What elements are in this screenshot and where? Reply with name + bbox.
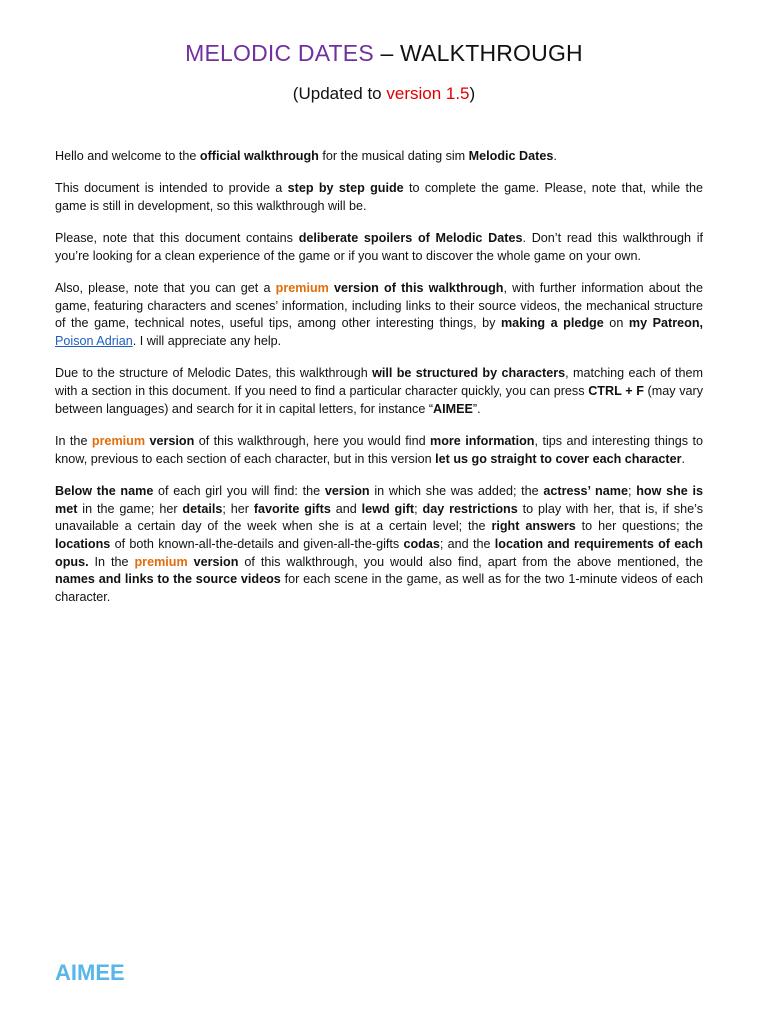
- bold-text: more information: [430, 433, 535, 448]
- section-heading-aimee: AIMEE: [55, 960, 125, 985]
- bold-text: version of this walkthrough: [328, 281, 504, 296]
- bold-text: deliberate spoilers of Melodic Dates: [298, 231, 523, 246]
- title-game-name: MELODIC DATES: [185, 40, 374, 66]
- bold-text: let us go straight to cover each character: [435, 451, 682, 466]
- premium-highlight: premium: [134, 554, 188, 569]
- bold-text: version: [324, 483, 370, 498]
- bold-text: official walkthrough: [199, 149, 319, 163]
- text: ;: [627, 483, 637, 498]
- text: of each girl you will find: the: [153, 483, 325, 498]
- text: .: [553, 149, 557, 163]
- bold-text: how she is met: [55, 483, 704, 516]
- bold-text: right answers: [491, 519, 576, 534]
- bold-text: making a pledge: [500, 316, 604, 331]
- text: in which she was added; the: [369, 483, 544, 498]
- text: for each scene in the game, as well as for the two 1-minute videos of each character.: [55, 572, 703, 605]
- bold-text: lewd gift: [361, 501, 415, 516]
- paragraph-premium: [55, 280, 703, 351]
- text: , matching each of them with a section in this document. If you need to find a particular character quickly, you can press: [55, 366, 703, 399]
- bold-text: my Patreon,: [628, 316, 704, 331]
- patreon-link[interactable]: Poison Adrian: [55, 334, 133, 349]
- bold-text: version: [187, 554, 239, 569]
- text: ; and the: [439, 536, 495, 551]
- text: ; her: [222, 501, 254, 516]
- paragraph-premium-info: [55, 433, 703, 468]
- bold-text: step by step guide: [287, 181, 404, 196]
- text: ”.: [472, 401, 481, 416]
- version-subtitle: [0, 84, 768, 104]
- bold-text: favorite gifts: [253, 501, 331, 516]
- paragraph-welcome: [55, 148, 703, 166]
- document-title: [0, 40, 768, 67]
- paragraph-purpose: [55, 180, 703, 215]
- bold-text: location and requirements of each opus.: [55, 536, 703, 569]
- text: on: [603, 316, 629, 331]
- paragraph-structure: [55, 365, 703, 418]
- text: to complete the game. Please, note that, while the game is still in development, so this walkthrough will be.: [55, 181, 703, 213]
- bold-text: details: [182, 501, 223, 516]
- bold-text: Below the name: [55, 483, 154, 498]
- bold-text: will be structured by characters: [372, 366, 566, 381]
- version-number: version 1.5: [386, 84, 470, 103]
- document-body: [55, 148, 703, 621]
- text: This document is intended to provide a: [55, 181, 288, 196]
- bold-text: version: [145, 433, 195, 448]
- subtitle-open: (Updated to: [292, 84, 387, 103]
- text: of this walkthrough, you would also find, apart from the above mentioned, the: [238, 554, 704, 569]
- subtitle-close: ): [469, 84, 476, 103]
- text: In the: [55, 433, 92, 448]
- text: to her questions; the: [575, 519, 703, 534]
- bold-text: codas: [403, 536, 440, 551]
- text: , with further information about the game, featuring characters and scenes’ information, including links to their source videos, the mechanical structure of the game, technical notes, useful tips, among other interesting things, by: [55, 281, 703, 331]
- bold-text: day restrictions: [422, 501, 518, 516]
- premium-highlight: premium: [91, 433, 146, 448]
- text: (may vary between languages) and search for it in capital letters, for instance “: [55, 384, 703, 416]
- text: . Don’t read this walkthrough if you’re looking for a clean experience of the game or if you want to discover the whole game on your own.: [55, 231, 704, 263]
- bold-text: names and links to the source videos: [55, 572, 281, 587]
- text: Due to the structure of Melodic Dates, this walkthrough: [55, 366, 373, 381]
- text: to play with her, that is, if she’s unavailable a certain day of the week when she is at a certain level; the: [55, 501, 704, 534]
- text: Also, please, note that you can get a: [55, 281, 276, 296]
- text: ;: [414, 501, 423, 516]
- text: and: [330, 501, 362, 516]
- bold-text: locations: [55, 536, 111, 551]
- bold-text: AIMEE: [433, 401, 473, 416]
- bold-text: actress’ name: [543, 483, 628, 498]
- text: , tips and interesting things to know, previous to each section of each character, but in this version: [55, 433, 704, 466]
- text: Please, note that this document contains: [55, 231, 299, 246]
- text: In the: [88, 554, 135, 569]
- text: of both known-all-the-details and given-all-the-gifts: [110, 536, 404, 551]
- text: .: [681, 451, 685, 466]
- paragraph-legend: [55, 483, 703, 607]
- bold-text: Melodic Dates: [468, 149, 554, 163]
- bold-text: CTRL + F: [588, 384, 644, 399]
- paragraph-spoilers: [55, 230, 703, 265]
- text: Hello and welcome to the: [55, 149, 200, 163]
- text: for the musical dating sim: [318, 149, 469, 163]
- text: . I will appreciate any help.: [132, 334, 282, 349]
- premium-highlight: premium: [275, 281, 329, 296]
- title-suffix: – WALKTHROUGH: [373, 40, 583, 66]
- text: in the game; her: [77, 501, 183, 516]
- text: of this walkthrough, here you would find: [194, 433, 431, 448]
